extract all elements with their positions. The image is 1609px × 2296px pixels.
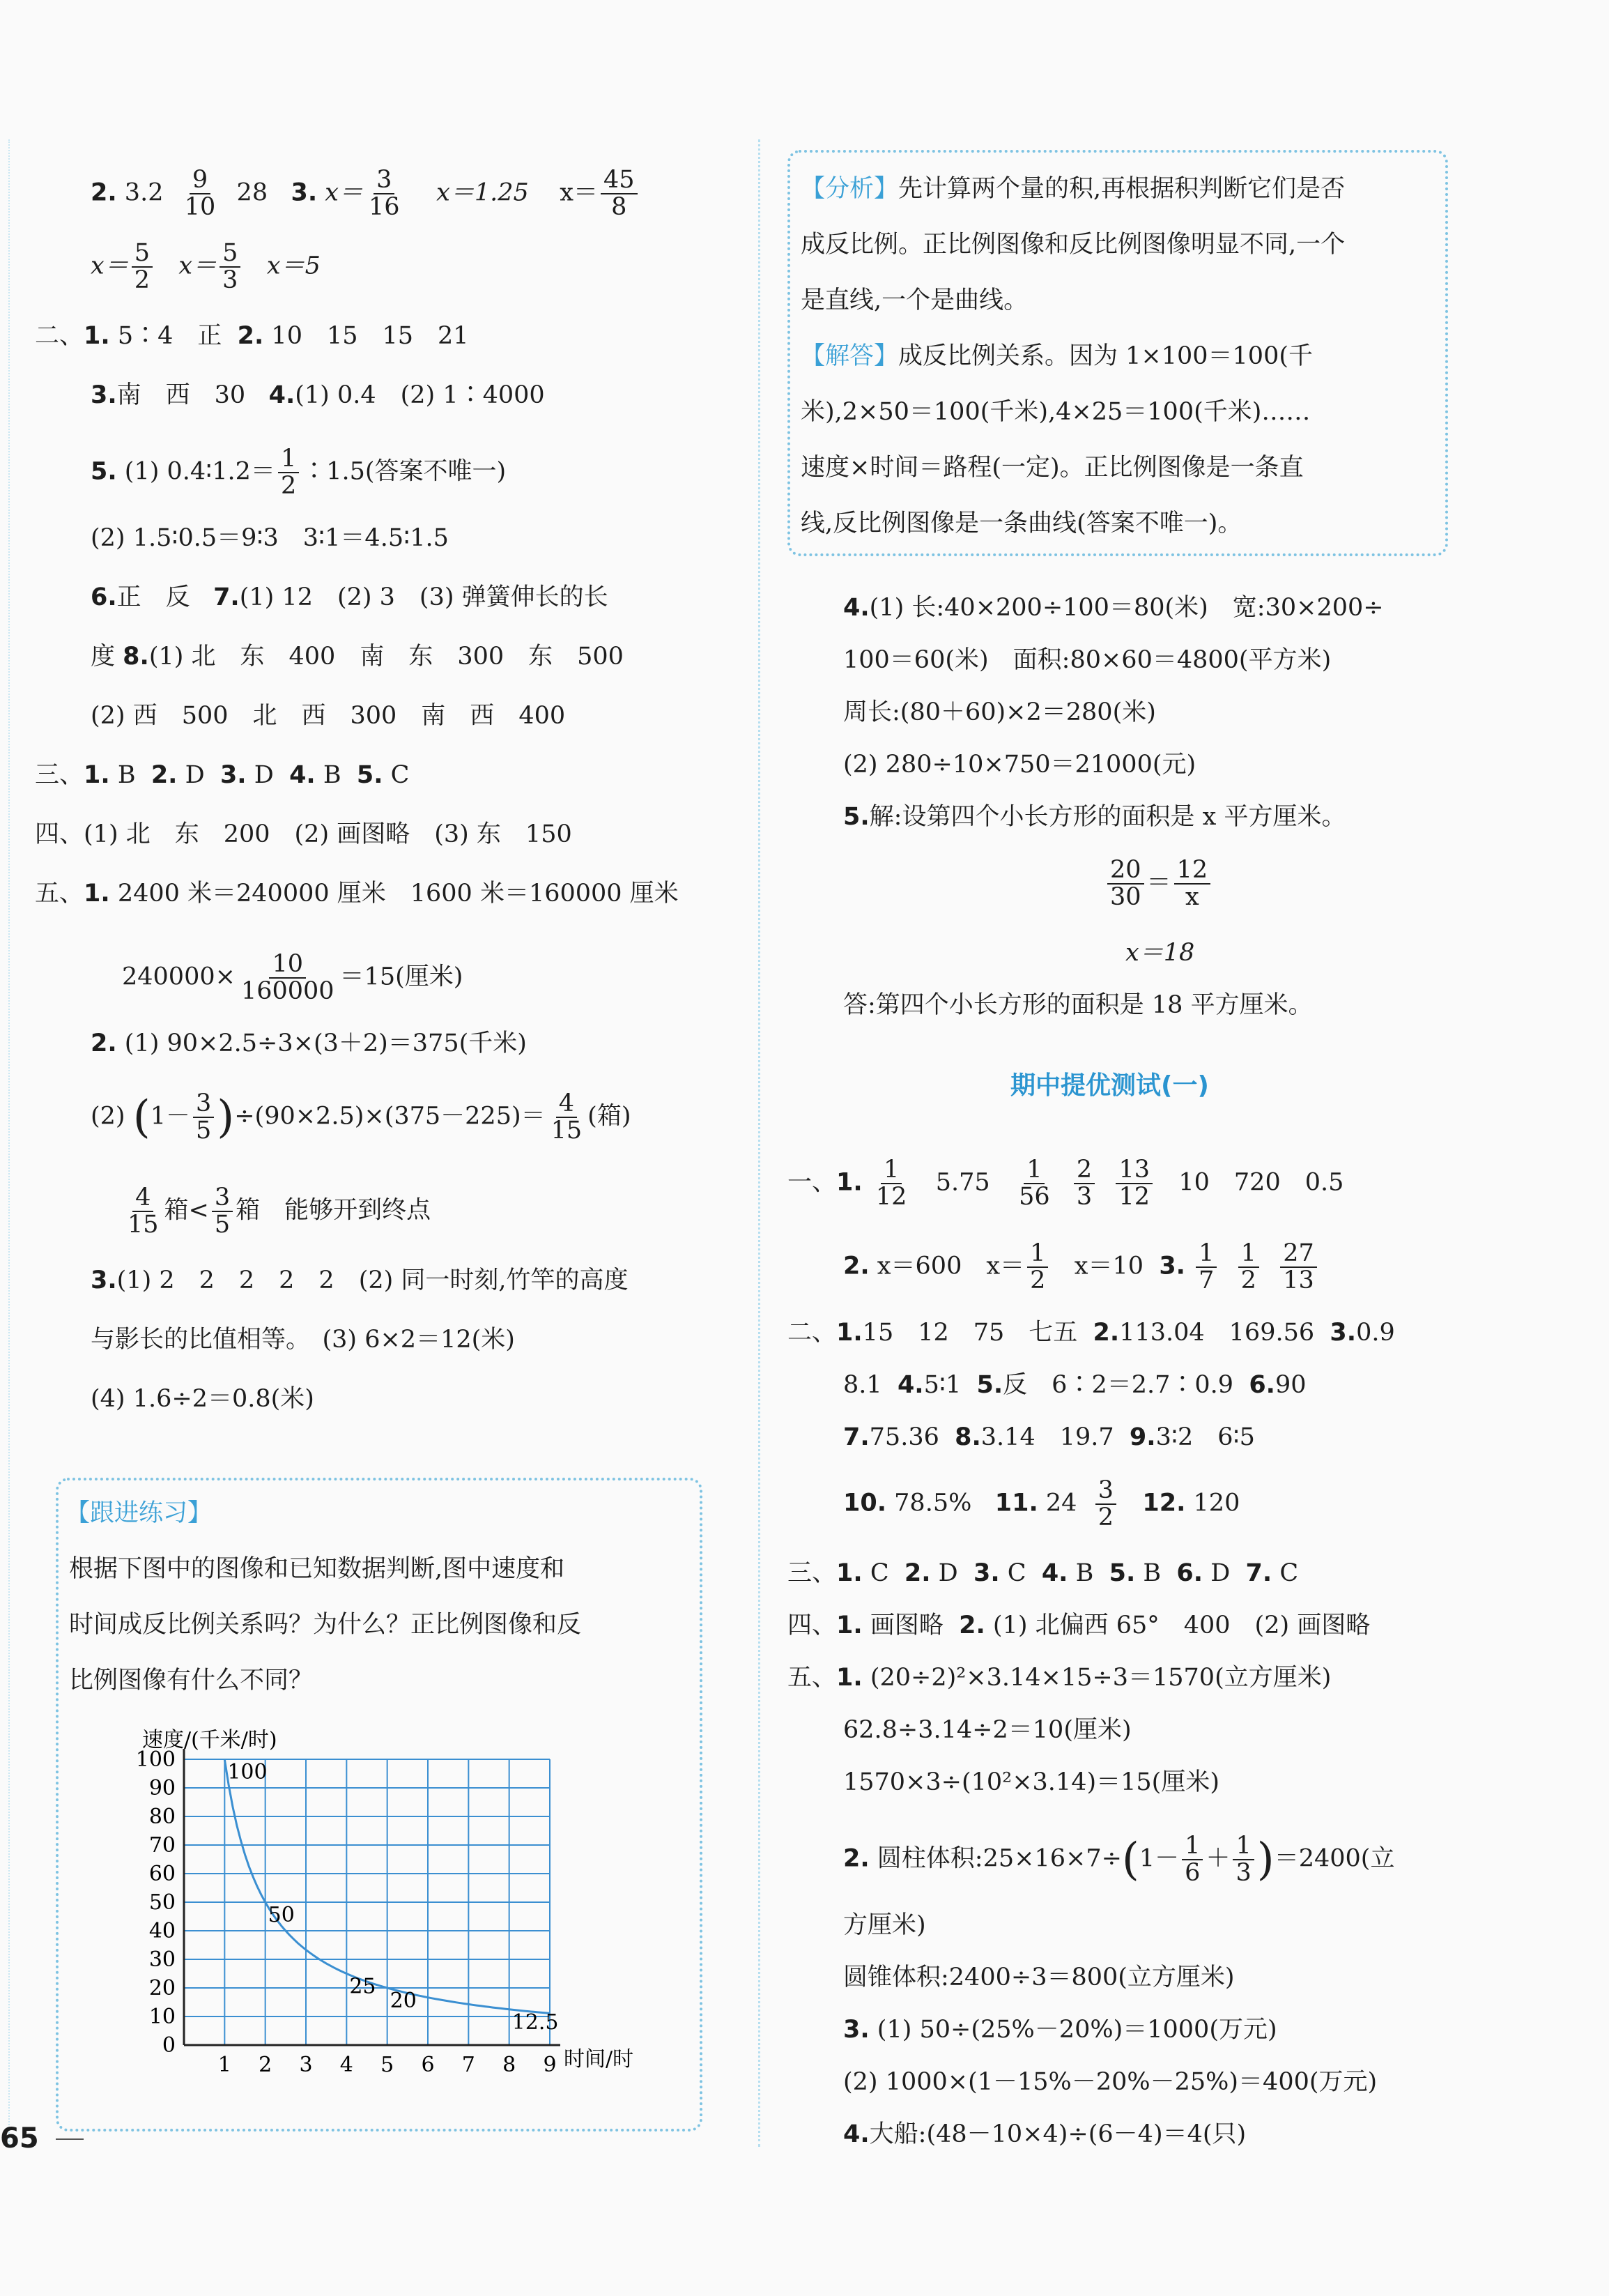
answer-line: 5.解:设第四个小长方形的面积是 x 平方厘米。 (843, 803, 1346, 831)
answer-line: 6.正 反 7.(1) 12 (2) 3 (3) 弹簧伸长的长 (91, 583, 608, 611)
answer-line: (4) 1.6÷2＝0.8(米) (91, 1385, 314, 1413)
answer-line: 2. x＝600 x＝ $\frac{1}{2}$ x＝10 3. $\frac{1}{7}$ $\frac{1}{2}$ $\frac{27}{13}$ (843, 1241, 1320, 1294)
equation: x＝18 (1125, 939, 1195, 967)
answer-line: 周长:(80＋60)×2＝280(米) (843, 698, 1156, 726)
column-divider (758, 139, 760, 2147)
answer-line: 2. 3.2 $\frac{9}{10}$ 28 3. x＝ $\frac{3}{16}$ x＝1.25 x＝ $\frac{45}{8}$ (91, 167, 640, 220)
answer-line: 2. 圆柱体积:25×16×7÷(1－ $\frac{1}{6}$ ＋ $\frac{1}{3}$ )＝2400(立 (843, 1832, 1395, 1887)
follow-up-tag: 【跟进练习】 (66, 1499, 213, 1527)
x-tick-label: 1 (217, 2053, 231, 2077)
answer-line: 一、1. $\frac{1}{12}$ 5.75 $\frac{1}{56}$ $\frac{2}{3}$ $\frac{13}{12}$ 10 720 0.5 (787, 1156, 1344, 1211)
answer-line: 与影长的比值相等。 (3) 6×2＝12(米) (91, 1326, 515, 1354)
answer-line: 8.1 4.5∶1 5.反 6∶2＝2.7∶0.9 6.90 (843, 1371, 1307, 1399)
y-tick-label: 40 (148, 1919, 176, 1943)
answer-line: 三、1. B 2. D 3. D 4. B 5. C (35, 761, 410, 789)
y-axis-label: 速度/(千米/时) (142, 1728, 277, 1752)
y-tick-label: 20 (148, 1976, 176, 2000)
answer-line: 4.大船:(48－10×4)÷(6－4)＝4(只) (843, 2120, 1247, 2148)
y-tick-label: 90 (148, 1776, 176, 1800)
follow-up-text: 比例图像有什么不同？ (69, 1667, 314, 1694)
solution-line: 【解答】成反比例关系。因为 1×100＝100(千 (801, 342, 1313, 370)
follow-up-text: 时间成反比例关系吗？为什么？正比例图像和反 (69, 1611, 582, 1639)
answer-line: 二、1. 5∶4 正 2. 10 15 15 21 (35, 322, 469, 350)
answer-line: (2) (1－ $\frac{3}{5}$ )÷(90×2.5)×(375－225)＝ $\frac{4}{15}$ (箱) (91, 1089, 631, 1145)
page-number-rule (56, 2138, 84, 2140)
answer-line: 3.(1) 2 2 2 2 2 (2) 同一时刻,竹竿的高度 (91, 1266, 629, 1294)
answer-line: 5. (1) 0.4∶1.2＝ $\frac{1}{2}$ ∶1.5(答案不唯一) (91, 445, 507, 500)
answer-line: 3.南 西 30 4.(1) 0.4 (2) 1∶4000 (91, 381, 545, 409)
x-tick-label: 7 (461, 2053, 475, 2077)
page-number: 65 (0, 2122, 39, 2155)
answer-line: 240000× $\frac{10}{160000}$ ＝15(厘米) (122, 950, 463, 1005)
data-label: 12.5 (511, 2010, 559, 2035)
analysis-line: 【分析】先计算两个量的积,再根据积判断它们是否 (801, 175, 1346, 203)
follow-up-box (56, 1478, 702, 2132)
y-tick-label: 0 (162, 2033, 176, 2058)
x-tick-label: 3 (299, 2053, 313, 2077)
answer-line: 1570×3÷(10²×3.14)＝15(厘米) (843, 1768, 1219, 1796)
x-tick-label: 2 (259, 2053, 272, 2077)
y-tick-label: 80 (148, 1805, 176, 1829)
y-tick-label: 10 (148, 2005, 176, 2029)
answer-line: (2) 1.5∶0.5＝9∶3 3∶1＝4.5∶1.5 (91, 524, 449, 552)
data-label: 20 (390, 1989, 417, 2013)
answer-line: x＝ $\frac{5}{2}$ x＝ $\frac{5}{3}$ x＝5 (91, 239, 321, 294)
answer-line: 五、1. (20÷2)²×3.14×15÷3＝1570(立方厘米) (787, 1664, 1332, 1692)
answer-line: 10. 78.5% 11. 24 $\frac{3}{2}$ 12. 120 (843, 1476, 1240, 1531)
answer-line: (2) 1000×(1－15%－20%－25%)＝400(万元) (843, 2068, 1378, 2096)
analysis-line: 成反比例。正比例图像和反比例图像明显不同,一个 (801, 231, 1346, 259)
answer-line: 3. (1) 50÷(25%－20%)＝1000(万元) (843, 2016, 1277, 2044)
data-label: 50 (268, 1903, 295, 1927)
y-tick-label: 60 (148, 1862, 176, 1886)
solution-line: 米),2×50＝100(千米),4×25＝100(千米)…… (801, 398, 1311, 426)
y-tick-label: 70 (148, 1833, 176, 1858)
equation: $\frac{20}{30}$ ＝ $\frac{12}{x}$ (1104, 857, 1213, 910)
answer-line: 度 8.(1) 北 东 400 南 东 300 东 500 (91, 643, 624, 671)
data-label: 100 (227, 1760, 268, 1784)
x-tick-label: 4 (339, 2053, 353, 2077)
answer-line: 三、1. C 2. D 3. C 4. B 5. B 6. D 7. C (787, 1559, 1299, 1587)
data-label: 25 (349, 1974, 376, 1999)
follow-up-text: 根据下图中的图像和已知数据判断,图中速度和 (69, 1555, 565, 1583)
answer-line: $\frac{4}{15}$ 箱< $\frac{3}{5}$ 箱 能够开到终点 (128, 1184, 431, 1239)
answer-line: (2) 280÷10×750＝21000(元) (843, 751, 1196, 779)
answer-line: 7.75.36 8.3.14 19.7 9.3∶2 6∶5 (843, 1423, 1255, 1451)
answer-line: 2. (1) 90×2.5÷3×(3＋2)＝375(千米) (91, 1030, 527, 1057)
y-tick-label: 50 (148, 1890, 176, 1915)
y-tick-label: 30 (148, 1947, 176, 1972)
solution-line: 线,反比例图像是一条曲线(答案不唯一)。 (801, 510, 1242, 537)
answer-line: (2) 西 500 北 西 300 南 西 400 (91, 702, 566, 730)
x-tick-label: 5 (380, 2053, 394, 2077)
speed-time-chart (100, 1710, 672, 2101)
solution-line: 速度×时间＝路程(一定)。正比例图像是一条直 (801, 454, 1304, 482)
answer-line: 圆锥体积:2400÷3＝800(立方厘米) (843, 1964, 1235, 1991)
answer-line: 四、1. 画图略 2. (1) 北偏西 65° 400 (2) 画图略 (787, 1612, 1371, 1639)
x-tick-label: 9 (543, 2053, 557, 2077)
answer-line: 100＝60(米) 面积:80×60＝4800(平方米) (843, 646, 1332, 674)
answer-line: 方厘米) (843, 1911, 926, 1939)
answer-line: 四、(1) 北 东 200 (2) 画图略 (3) 东 150 (35, 820, 572, 848)
x-axis-label: 时间/时 (564, 2047, 634, 2072)
answer-line: 4.(1) 长:40×200÷100＝80(米) 宽:30×200÷ (843, 594, 1384, 622)
analysis-line: 是直线,一个是曲线。 (801, 286, 1029, 314)
answer-line: 二、1.15 12 75 七五 2.113.04 169.56 3.0.9 (787, 1319, 1395, 1347)
left-margin-rule (8, 139, 10, 2147)
answer-line: 答:第四个小长方形的面积是 18 平方厘米。 (843, 991, 1313, 1019)
analysis-box (787, 150, 1448, 556)
x-tick-label: 8 (502, 2053, 516, 2077)
section-title: 期中提优测试(一) (1010, 1071, 1209, 1100)
answer-line: 62.8÷3.14÷2＝10(厘米) (843, 1716, 1132, 1744)
y-tick-label: 100 (135, 1747, 176, 1772)
x-tick-label: 6 (421, 2053, 435, 2077)
answer-line: 五、1. 2400 米＝240000 厘米 1600 米＝160000 厘米 (35, 880, 679, 908)
